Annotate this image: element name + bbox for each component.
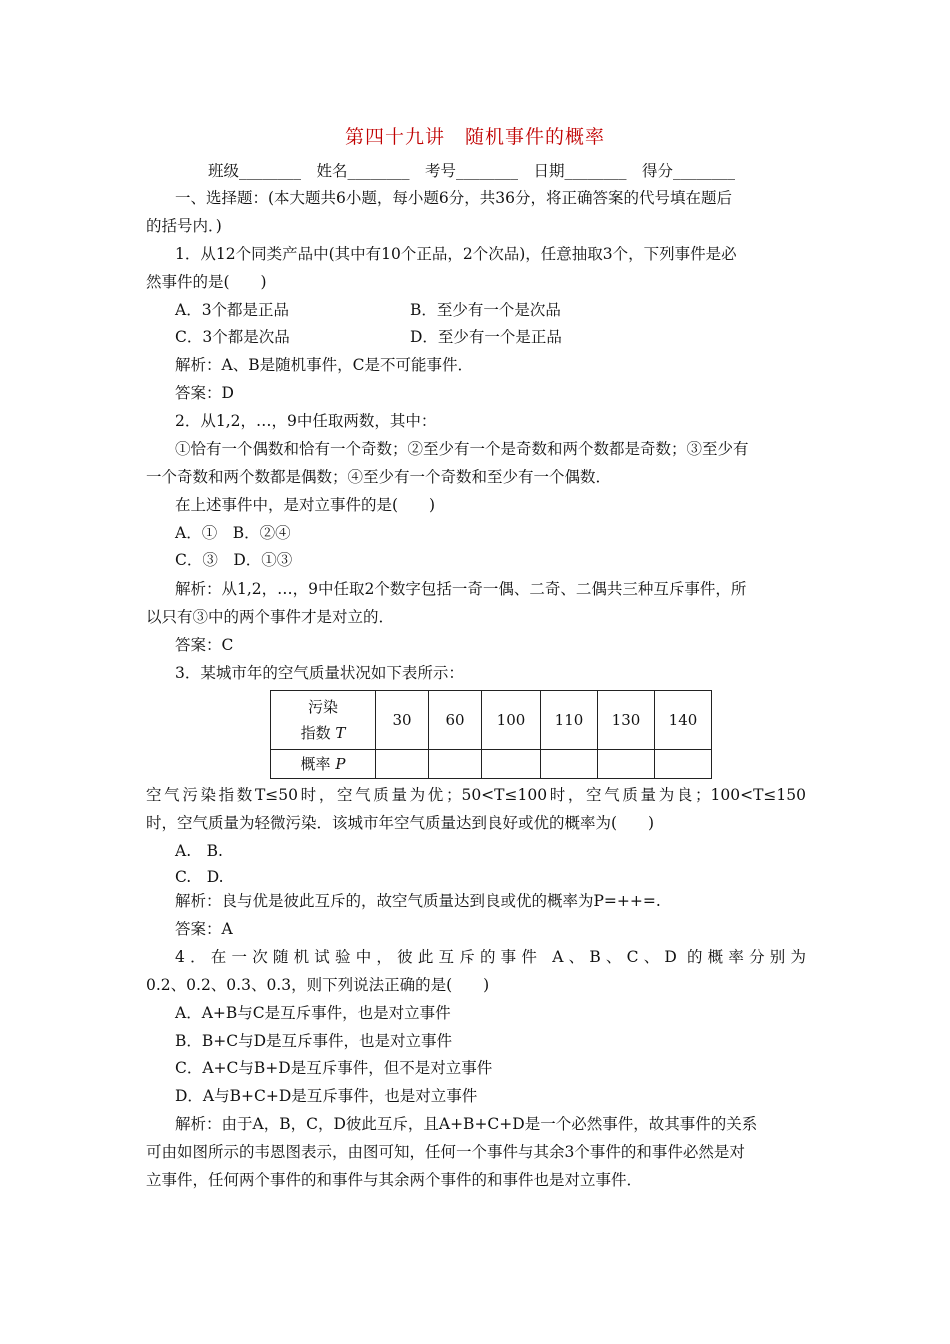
q2-conditions-l2: 一个奇数和两个数都是偶数；④至少有一个奇数和至少有一个偶数． [146,468,612,486]
table-cell: 140 [655,691,712,750]
q3-stem: 3．某城市年的空气质量状况如下表所示： [175,664,464,682]
page-title: 第四十九讲 随机事件的概率 [344,126,605,148]
q4-option-d: D．A与B+C+D是互斥事件，也是对立事件 [175,1087,478,1105]
table-header-probability: 概率 P [271,750,376,779]
q4-option-b: B．B+C与D是互斥事件，也是对立事件 [175,1032,453,1050]
q4-option-c: C．A+C与B+D是互斥事件，但不是对立事件 [175,1059,493,1077]
q1-option-b: B．至少有一个是次品 [410,301,561,319]
q1-option-c: C．3个都是次品 [175,328,290,346]
q2-conditions-l1: ①恰有一个偶数和恰有一个奇数；②至少有一个是奇数和两个数都是奇数；③至少有 [175,440,749,458]
q2-analysis-l1: 解析：从1,2，…，9中任取2个数字包括一奇一偶、二奇、二偶共三种互斥事件，所 [175,580,747,598]
q3-answer: 答案：A [175,920,233,938]
q3-description-l2: 时，空气质量为轻微污染．该城市年空气质量达到良好或优的概率为( ) [146,814,655,832]
q2-question: 在上述事件中，是对立事件的是( ) [175,496,436,514]
info-line: 班级________ 姓名________ 考号________ 日期________ 得分________ [208,162,736,180]
air-quality-table [270,690,712,779]
q4-stem-l2: 0.2、0.2、0.3、0.3，则下列说法正确的是( ) [146,976,490,994]
q1-answer: 答案：D [175,384,234,402]
section-heading-l2: 的括号内．) [146,217,222,235]
q1-options-row2 [175,326,562,348]
q4-analysis-l1: 解析：由于A，B，C，D彼此互斥，且A+B+C+D是一个必然事件，故其事件的关系 [175,1115,758,1133]
q2-options-row1: A．① B．②④ [175,524,291,542]
q1-stem-l2: 然事件的是( ) [146,273,267,291]
table-row [271,750,712,779]
q1-stem-l1: 1．从12个同类产品中(其中有10个正品，2个次品)，任意抽取3个，下列事件是必 [175,245,737,263]
table-cell [376,750,429,779]
q4-stem-l1: 4．在一次随机试验中，彼此互斥的事件 A、B、C、D 的概率分别为 [175,948,806,966]
q2-stem: 2．从1,2，…，9中任取两数，其中： [175,412,437,430]
q2-analysis-l2: 以只有③中的两个事件才是对立的． [146,608,395,626]
table-cell [598,750,655,779]
q1-analysis: 解析：A、B是随机事件，C是不可能事件． [175,356,473,374]
table-cell [482,750,541,779]
q4-analysis-l3: 立事件，任何两个事件的和事件与其余两个事件的和事件也是对立事件． [146,1171,643,1189]
q4-analysis-l2: 可由如图所示的韦恩图表示，由图可知，任何一个事件与其余3个事件的和事件必然是对 [146,1143,745,1161]
table-cell [429,750,482,779]
table-cell: 100 [482,691,541,750]
table-cell: 60 [429,691,482,750]
table-cell: 30 [376,691,429,750]
table-row [271,691,712,750]
q3-options-row2: C. D. [175,868,224,886]
q2-options-row2: C．③ D．①③ [175,551,293,569]
table-cell: 110 [541,691,598,750]
q1-option-a: A．3个都是正品 [175,301,290,319]
q3-description-l1: 空气污染指数T≤50时，空气质量为优；50<T≤100时，空气质量为良；100<T≤150 [146,786,806,804]
table-header-index: 污染 指数 T [271,691,376,750]
table-cell [655,750,712,779]
q4-option-a: A．A+B与C是互斥事件，也是对立事件 [175,1004,451,1022]
q1-options-row1 [175,299,561,321]
table-cell: 130 [598,691,655,750]
q3-options-row1: A. B. [175,842,223,860]
q3-analysis: 解析：良与优是彼此互斥的，故空气质量达到良或优的概率为P=++=. [175,892,661,910]
table-cell [541,750,598,779]
q1-option-d: D．至少有一个是正品 [410,328,562,346]
section-heading-l1: 一、选择题：(本大题共6小题，每小题6分，共36分，将正确答案的代号填在题后 [175,189,732,207]
q2-answer: 答案：C [175,636,234,654]
